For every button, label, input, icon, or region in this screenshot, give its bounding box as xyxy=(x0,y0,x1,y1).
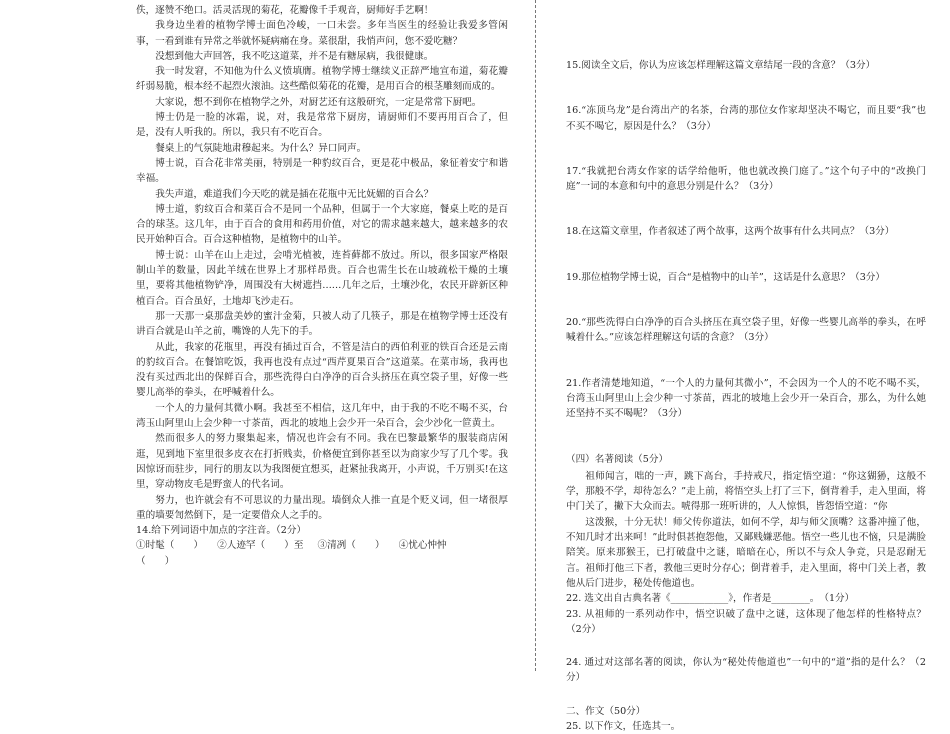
question-list xyxy=(566,58,926,422)
passage-paragraph: 我失声道，难道我们今天吃的就是插在花瓶中无比妩媚的百合么？ xyxy=(155,188,434,200)
question-17: 17.“我就把台湾女作家的话学给他听，他也就改换门庭了。”这个句子中的“改换门庭”一词的本意和句中的意思分别是什么？（3分） xyxy=(566,165,926,193)
question-23: 23. 从祖师的一系列动作中，悟空识破了盘中之谜，这体现了他怎样的性格特点？（2分） xyxy=(566,608,926,635)
section-4-heading: （四）名著阅读（5分） xyxy=(566,453,669,465)
column-divider xyxy=(535,0,536,671)
section-5-heading: 二、作文（50分） xyxy=(566,705,646,717)
passage-paragraph: 那一天那一桌那盘美妙的蜜汁金菊，只被人动了几筷子，那是在植物学博士还没有讲百合就是山羊之前，嘴馋的人先下的手。 xyxy=(136,310,508,338)
question-25: 25. 以下作文，任选其一。 xyxy=(566,721,681,733)
passage-paragraph: 我身边坐着的植物学博士面色冷峻，一口未尝。多年当医生的经验让我爱多管闲事，一看到谁有异常之举就怀疑病痛在身。菜很甜，我悄声问，您不爱吃糖？ xyxy=(136,20,508,47)
passage-paragraph: 博士仍是一脸的冰霜，说，对，我是常常下厨房，请厨师们不要再用百合了，但是，没有人听我的。所以，我只有不吃百合。 xyxy=(136,112,508,139)
section-classic-reading xyxy=(566,452,926,686)
passage-paragraph: 餐桌上的气氛陡地肃穆起来。为什么？异口同声。 xyxy=(155,142,367,154)
classic-passage-2: 这泼猴，十分无状！师父传你道法，如何不学，却与师父顶嘴？这番冲撞了他，不知几时才出来呵！”此时俱甚抱怨他，又鄙贱嫌恶他。悟空一些儿也不恼，只是满脸陪笑。原来那猴王，已打破盘中之谜，暗暗在心，所以不与众人争竞，只是忍耐无言。祖师打他三下者，教他三更时分存心；倒背着手，走入里面，将中门关上者，教他从后门进步，秘处传他道也。 xyxy=(566,516,926,589)
question-24: 24. 通过对这部名著的阅读，你认为“秘处传他道也”一句中的“道”指的是什么？（2分） xyxy=(566,657,926,684)
question-21: 21.作者清楚地知道，“一个人的力量何其微小”，不会因为一个人的不吃不喝不买，台湾玉山阿里山上会少种一寸茶苗，西北的坡地上会少开一朵百合，那么，为什么她还坚持不买不喝呢？（3分） xyxy=(566,377,926,420)
question-15: 15.阅读全文后，你认为应该怎样理解这篇文章结尾一段的含意？（3分） xyxy=(566,60,876,71)
q14-option-4: ④忧心忡忡 xyxy=(398,540,447,552)
question-18: 18.在这篇文章里，作者叙述了两个故事，这两个故事有什么共同点？（3分） xyxy=(566,226,895,238)
reading-passage xyxy=(136,3,508,523)
question-20: 20.“那些洗得白白净净的百合头挤压在真空袋子里，好像一些婴儿高举的拳头，在呼喊着什么。”应该怎样理解这句话的含意？（3分） xyxy=(566,317,926,344)
passage-paragraph: 努力，也许就会有不可思议的力量出现。墙倒众人推一直是个贬义词，但一堵很厚重的墙要訇然倒下，是一定要借众人之手的。 xyxy=(136,494,508,521)
question-14-options xyxy=(136,538,508,553)
passage-paragraph: 然而很多人的努力聚集起来，情况也许会有不同。我在巴黎最繁华的服装商店闲逛，见到地下室里很多皮衣在打折贱卖，价格便宜到你甚至以为商家少写了几个零。我因惊讶而驻步，同行的朋友以为我图便宜想买，赶紧扯我离开，小声说，千万别买!在这里，穿动物皮毛是野蛮人的代名词。 xyxy=(136,433,508,491)
classic-passage-1: 祖师闻言，咄的一声，跳下高台，手持戒尺，指定悟空道：“你这猢狲，这般不学，那般不学，却待怎么？”走上前，将悟空头上打了三下，倒背着手，走入里面，将中门关了，撇下大众而去。唬得那一班听讲的，人人惊惧，皆怨悟空道：“你 xyxy=(566,470,926,513)
question-19: 19.那位植物学博士说，百合“是植物中的山羊”，这话是什么意思？（3分） xyxy=(566,271,885,283)
q14-option-1: ①时髦（ ） xyxy=(136,540,204,552)
q14-option-3: ③清冽（ ） xyxy=(317,540,385,552)
question-22: 22. 选文出自古典名著《____________》，作者是________。 （1分） xyxy=(566,593,855,605)
section-composition xyxy=(566,704,926,734)
right-column xyxy=(566,58,926,733)
q14-option-2: ②人迹罕（ ）至 xyxy=(217,540,304,552)
passage-paragraph: 从此，我家的花瓶里，再没有插过百合，不管是洁白的西伯利亚的铁百合还是云南的豹纹百合。在餐馆吃饭，我再也没有点过“西芹夏果百合”这道菜。在菜市场，我再也没有买过西北出的保鲜百合，那些洗得白白净净的百合头挤压在真空袋子里，好像一些婴儿高举的拳头，在呼喊着什么。 xyxy=(136,341,508,399)
left-column xyxy=(136,3,508,671)
passage-paragraph: 我一时发窘，不知他为什么义愤填膺。植物学博士继续义正辞严地宣布道，菊花瓣纤弱易脆，根本经不起烈火滚油。这些酷似菊花的花瓣，是用百合的根茎雕刻而成的。 xyxy=(136,66,508,93)
passage-paragraph: 大家说，想不到你在植物学之外，对厨艺还有这般研究，一定是常常下厨吧。 xyxy=(155,96,482,108)
passage-paragraph: 一个人的力量何其微小啊。我甚至不相信，这几年中，由于我的不吃不喝不买，台湾玉山阿里山上会少种一寸茶苗，西北的坡地上会少开一朵百合，会少沙化一笸黄土。 xyxy=(136,402,508,430)
passage-paragraph: 博士说，百合花非常美丽，特别是一种豹纹百合，更是花中极品，象征着安宁和谐幸福。 xyxy=(136,157,508,185)
passage-paragraph: 佚，逐赞不绝口。活灵活现的菊花，花瓣像千手观音，厨师好手艺啊！ xyxy=(136,5,434,16)
passage-paragraph: 博士说：山羊在山上走过，会啃光植被，连苔藓都不放过。所以，很多国家严格限制山羊的数量，因此羊绒在世界上才那样昂贵。百合也需生长在山坡疏松干燥的土壤里，要将其他植物铲净，周围没有大树遮挡……几年之后，土壤沙化，农民开辟新区种植百合。百合虽好，土地却飞沙走石。 xyxy=(136,249,508,307)
q14-option-tail: （ ） xyxy=(136,555,175,567)
question-14-stem: 14.给下列词语中加点的字注音。（2分） xyxy=(136,525,307,537)
passage-paragraph: 没想到他大声回答，我不吃这道菜，并不是有糖尿病，我很健康。 xyxy=(155,50,434,62)
passage-paragraph: 博士道，豹纹百合和菜百合不是同一个品种，但属于一个大家庭，餐桌上吃的是百合的球茎。这几年，由于百合的食用和药用价值，对它的需求越来越大，越来越多的农民开始种百合。百合这种植物，是植物中的山羊。 xyxy=(136,203,508,246)
question-16: 16.“冻顶乌龙”是台湾出产的名茶，台湾的那位女作家却坚决不喝它，而且要“我”也不买不喝它，原因是什么？（3分） xyxy=(566,105,926,132)
